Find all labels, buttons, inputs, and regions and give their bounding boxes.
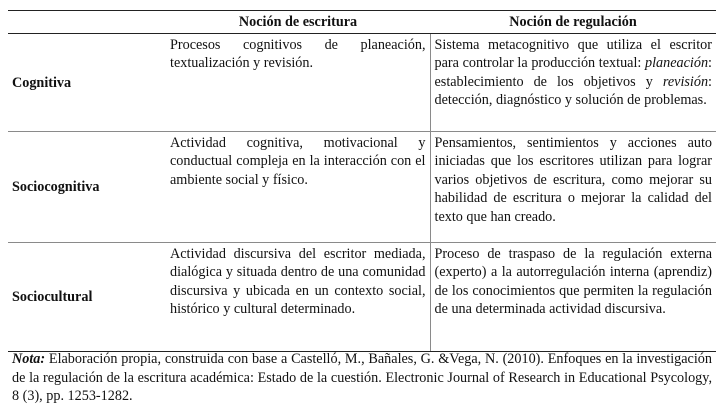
note-text: Elaboración propia, construida con base a Castelló, M., Bañales, G. &Vega, N. (2010). Enfoques en la investigación de la regulación de la escritura académica: Estado de la cuestión. Electronic Journal of Research in Educational Psycology, 8 (3), pp. 1253-1282. (12, 351, 712, 405)
table-row (8, 131, 716, 242)
regulation-term-planeacion: planeación (645, 55, 709, 72)
row-label-sociocultural: Sociocultural (8, 242, 166, 351)
header-regulation-notion: Noción de regulación (430, 11, 716, 34)
regulation-text-part: : detección, diagnóstico y solución de problemas. (434, 73, 712, 109)
row-label-sociocognitiva: Sociocognitiva (8, 131, 166, 242)
cell-writing-sociocognitiva: Actividad cognitiva, motivacional y conductual compleja en la interacción con el ambiente social y físico. (166, 131, 430, 242)
regulation-text-part: : establecimiento de los objetivos y (434, 55, 712, 90)
cell-regulation-sociocognitiva: Pensamientos, sentimientos y acciones auto iniciadas que los escritores utilizan para lograr varios objetivos de escritura, como mejorar su habilidad de escritura o mejorar la calidad del texto que han creado. (430, 131, 716, 242)
table-note (12, 350, 712, 406)
cell-writing-sociocultural: Actividad discursiva del escritor mediada, dialógica y situada dentro de una comunidad discursiva y ubicada en un contexto social, histórico y cultural determinado. (166, 242, 430, 351)
table-row (8, 242, 716, 351)
header-writing-notion: Noción de escritura (166, 11, 430, 34)
cell-regulation-sociocultural: Proceso de traspaso de la regulación externa (experto) a la autorregulación interna (aprendiz) de los conocimientos que permiten la regulación de una determinada actividad discursiva. (430, 242, 716, 351)
header-blank-cell (8, 11, 166, 34)
regulation-term-revision: revisión (662, 73, 709, 90)
note-label: Nota: (12, 351, 46, 367)
table-header-row (8, 11, 716, 34)
notions-table (8, 10, 716, 352)
cell-regulation-cognitiva (430, 33, 716, 131)
regulation-text-part: Sistema metacognitivo que utiliza el escritor para controlar la producción textual: (434, 36, 712, 72)
cell-writing-cognitiva: Procesos cognitivos de planeación, textualización y revisión. (166, 33, 430, 131)
table-row (8, 33, 716, 131)
row-label-cognitiva: Cognitiva (8, 33, 166, 131)
